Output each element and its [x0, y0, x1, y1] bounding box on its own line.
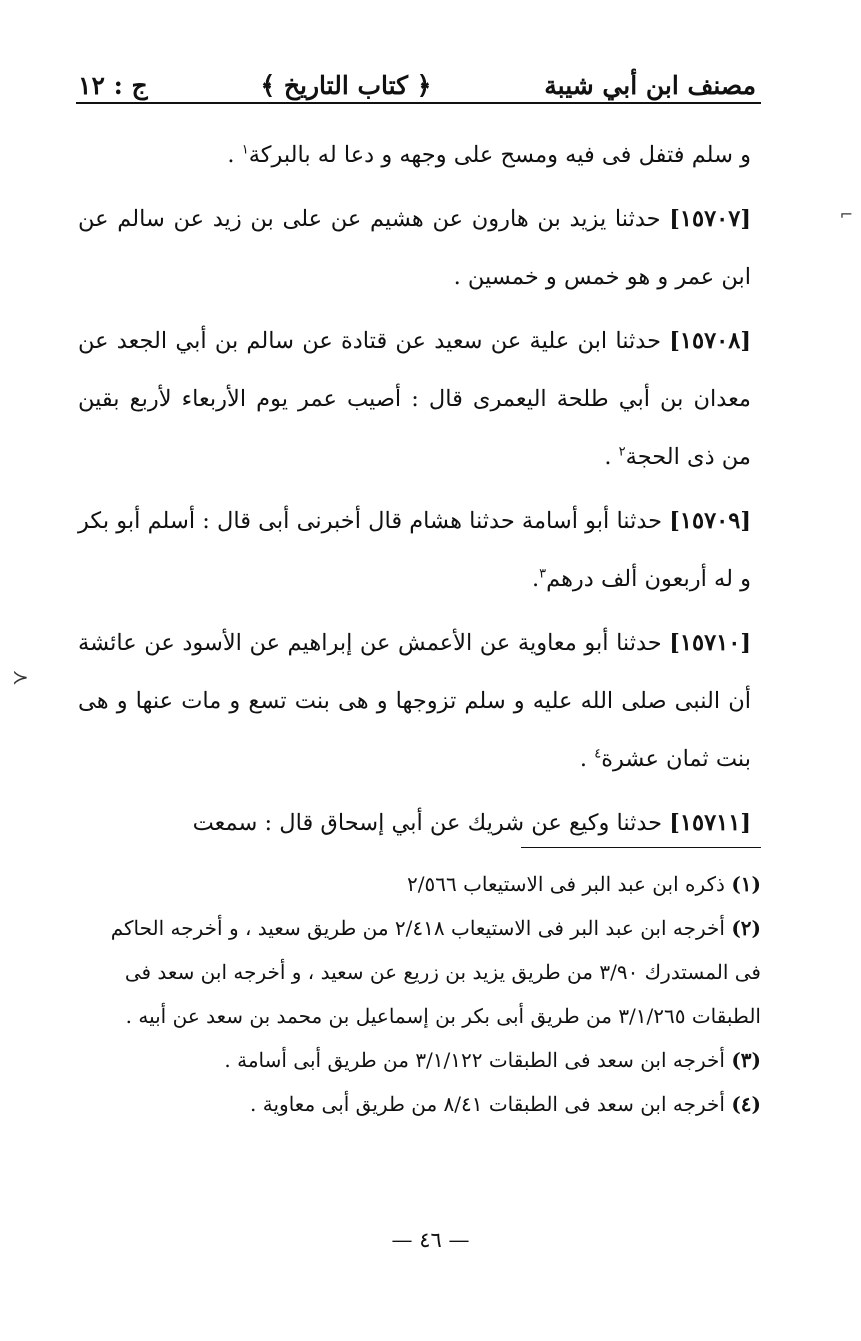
footnote-marker: ٢ — [618, 444, 626, 460]
footnote-2 — [90, 906, 761, 1038]
hadith-15711 — [78, 794, 751, 852]
footnote-marker: ٣ — [539, 566, 547, 582]
paragraph-text: حدثنا ابن علية عن سعيد عن قتادة عن سالم بن أبي الجعد عن معدان بن أبي طلحة اليعمرى قال : أصيب عمر يوم الأربعاء لأربع بقين من ذى الحجة — [78, 328, 751, 470]
hadith-15709 — [78, 492, 751, 608]
footnote-3 — [90, 1038, 761, 1082]
footnote-number: (٤) — [731, 1092, 761, 1116]
header-rule — [76, 102, 761, 104]
footnote-marker: ١ — [241, 142, 249, 158]
footnote-4 — [90, 1082, 761, 1126]
footnote-rule — [521, 847, 761, 848]
margin-mark: ⌐ — [839, 205, 853, 224]
hadith-15707 — [78, 190, 751, 306]
footnote-number: (٣) — [731, 1048, 761, 1072]
hadith-number: [١٥٧٠٧] — [669, 206, 751, 232]
paragraph-end: . — [604, 444, 619, 470]
margin-mark: ≻ — [12, 665, 29, 689]
footnote-1 — [90, 862, 761, 906]
footnote-text: أخرجه ابن سعد فى الطبقات ٨/٤١ من طريق أبى معاوية . — [250, 1092, 732, 1116]
hadith-number: [١٥٧٠٩] — [669, 508, 751, 534]
paragraph-text: حدثنا وكيع عن شريك عن أبي إسحاق قال : سمعت — [192, 810, 670, 836]
footnote-number: (٢) — [731, 916, 761, 940]
paragraph-continuation — [78, 126, 751, 184]
paragraph-end: . — [227, 142, 242, 168]
paragraph-end: . — [531, 566, 540, 592]
header-volume: ج : ١٢ — [78, 71, 148, 100]
paragraph-text: حدثنا أبو أسامة حدثنا هشام قال أخبرنى أبى قال : أسلم أبو بكر و له أربعون ألف درهم — [78, 508, 751, 592]
hadith-15708 — [78, 312, 751, 486]
footnote-text: أخرجه ابن سعد فى الطبقات ٣/١/١٢٢ من طريق أبى أسامة . — [224, 1048, 732, 1072]
page-number: — ٤٦ — — [391, 1228, 470, 1252]
hadith-number: [١٥٧٠٨] — [669, 328, 751, 354]
header-book-title: مصنف ابن أبي شيبة — [544, 71, 756, 100]
paragraph-text: و سلم فتفل فى فيه ومسح على وجهه و دعا له بالبركة — [248, 142, 751, 168]
hadith-number: [١٥٧١١] — [669, 810, 751, 836]
footnote-number: (١) — [731, 872, 761, 896]
header-section-title: ﴿ كتاب التاريخ ﴾ — [260, 71, 432, 100]
footnotes — [90, 862, 761, 1126]
paragraph-text: حدثنا يزيد بن هارون عن هشيم عن على بن زيد عن سالم عن ابن عمر و هو خمس و خمسين . — [78, 206, 751, 290]
footnote-marker: ٤ — [594, 746, 602, 762]
paragraph-end: . — [579, 746, 595, 772]
running-header — [78, 52, 756, 100]
main-text — [78, 126, 751, 858]
paragraph-text: حدثنا أبو معاوية عن الأعمش عن إبراهيم عن الأسود عن عائشة أن النبى صلى الله عليه و سلم تزوجها و هى بنت تسع و مات عنها و هى بنت ثمان عشرة — [78, 630, 751, 772]
footnote-text: ذكره ابن عبد البر فى الاستيعاب ٢/٥٦٦ — [407, 872, 732, 896]
hadith-number: [١٥٧١٠] — [669, 630, 751, 656]
footnote-text: أخرجه ابن عبد البر فى الاستيعاب ٢/٤١٨ من طريق سعيد ، و أخرجه الحاكم فى المستدرك ٣/٩٠ من طريق يزيد بن زريع عن سعيد ، و أخرجه ابن سعد فى الطبقات ٣/١/٢٦٥ من طريق أبى بكر بن إسماعيل بن محمد بن سعد عن أبيه . — [110, 916, 761, 1028]
hadith-15710 — [78, 614, 751, 788]
